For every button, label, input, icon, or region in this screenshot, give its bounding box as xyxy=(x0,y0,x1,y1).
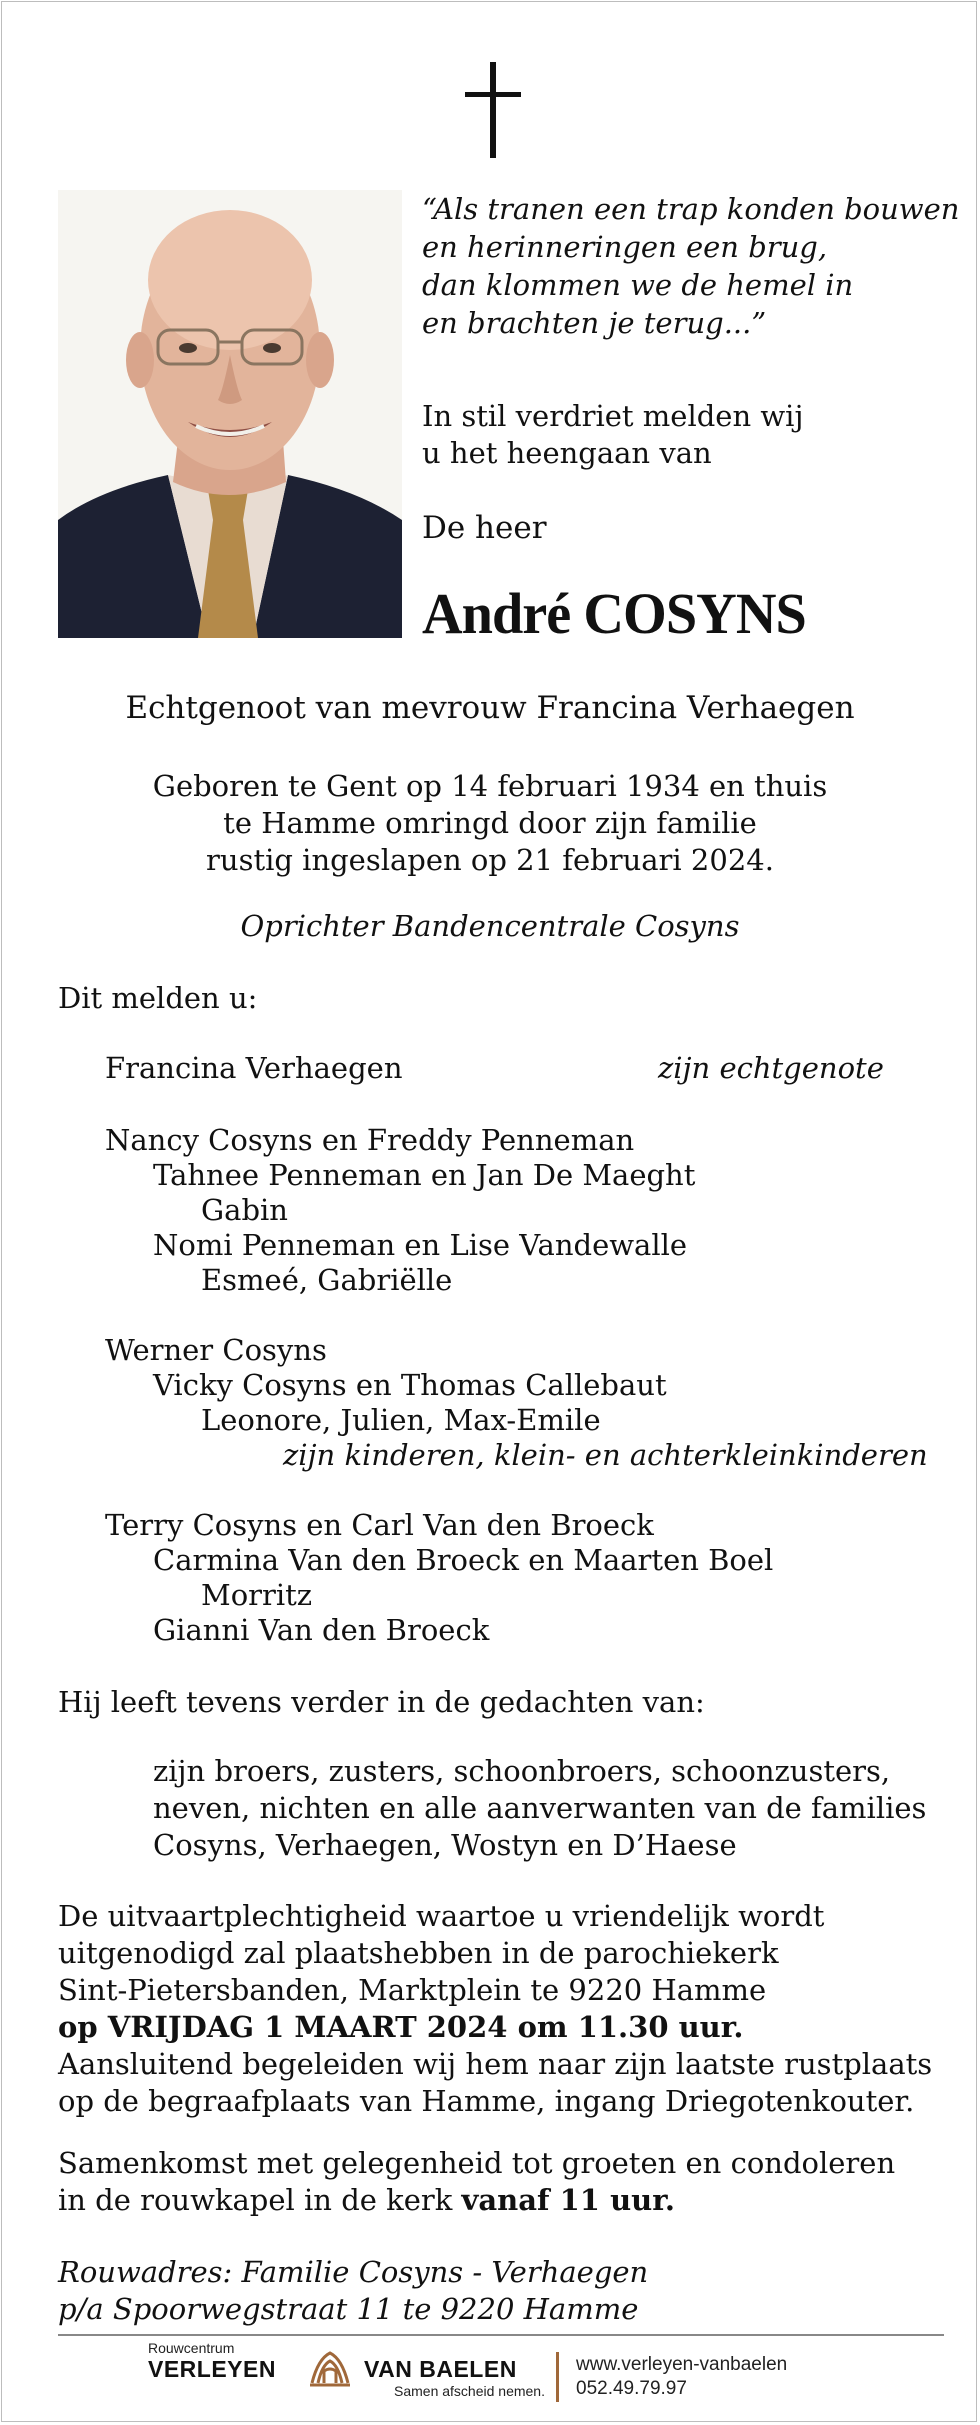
founder-note: Oprichter Bandencentrale Cosyns xyxy=(240,909,740,943)
family-spouse-name: Francina Verhaegen xyxy=(105,1051,403,1085)
footer-brand-right: VAN BAELEN xyxy=(364,2356,517,2382)
address-line: Rouwadres: Familie Cosyns - Verhaegen xyxy=(58,2255,649,2289)
cross-icon xyxy=(465,62,521,158)
family-member: Esmeé, Gabriëlle xyxy=(201,1263,453,1297)
funeral-line: De uitvaartplechtigheid waartoe u vriendelijk wordt xyxy=(58,1899,825,1933)
memory-line: neven, nichten en alle aanverwanten van de families xyxy=(153,1791,927,1825)
spouse-line: Echtgenoot van mevrouw Francina Verhaegen xyxy=(125,690,855,726)
family-member: Nancy Cosyns en Freddy Penneman xyxy=(105,1123,635,1157)
funeral-line: Aansluitend begeleiden wij hem naar zijn laatste rustplaats xyxy=(58,2047,933,2081)
memory-heading: Hij leeft tevens verder in de gedachten van: xyxy=(58,1685,705,1719)
footer-tagline: Samen afscheid nemen. xyxy=(394,2383,545,2399)
family-member: Gianni Van den Broeck xyxy=(153,1613,490,1647)
family-member: Terry Cosyns en Carl Van den Broeck xyxy=(105,1508,654,1542)
intro-text xyxy=(422,398,803,472)
family-member: Tahnee Penneman en Jan De Maeght xyxy=(153,1158,696,1192)
gathering-time: vanaf 11 uur. xyxy=(461,2183,675,2217)
gathering-line: Samenkomst met gelegenheid tot groeten en condoleren xyxy=(58,2146,896,2180)
birth-line: rustig ingeslapen op 21 februari 2024. xyxy=(206,843,774,877)
funeral-line: op de begraafplaats van Hamme, ingang Driegotenkouter. xyxy=(58,2084,915,2118)
quote-line: “Als tranen een trap konden bouwen xyxy=(422,192,960,226)
quote-line: dan klommen we de hemel in xyxy=(422,268,854,302)
family-member: Morritz xyxy=(201,1578,313,1612)
announce-heading: Dit melden u: xyxy=(58,981,258,1015)
funeral-date-time: op VRIJDAG 1 MAART 2024 om 11.30 uur. xyxy=(58,2010,744,2044)
intro-line: u het heengaan van xyxy=(422,436,712,470)
footer-brand-left: VERLEYEN xyxy=(148,2356,276,2382)
quote-line: en brachten je terug...” xyxy=(422,306,767,340)
family-member: Werner Cosyns xyxy=(105,1333,327,1367)
family-spouse-role: zijn echtgenote xyxy=(658,1051,884,1085)
salutation: De heer xyxy=(422,510,547,546)
address-line: p/a Spoorwegstraat 11 te 9220 Hamme xyxy=(58,2292,639,2326)
birth-line: Geboren te Gent op 14 februari 1934 en thuis xyxy=(152,769,828,803)
quote-line: en herinneringen een brug, xyxy=(422,230,828,264)
gathering-prefix: in de rouwkapel in de kerk xyxy=(58,2183,462,2217)
funeral-home-logo-icon xyxy=(306,2345,354,2393)
deceased-name: André COSYNS xyxy=(422,581,806,646)
intro-line: In stil verdriet melden wij xyxy=(422,399,804,433)
family-member: Leonore, Julien, Max-Emile xyxy=(201,1403,601,1437)
footer-divider xyxy=(58,2334,944,2336)
gathering-text xyxy=(58,2145,895,2219)
footer-phone[interactable]: 052.49.79.97 xyxy=(576,2378,687,2399)
birth-line: te Hamme omringd door zijn familie xyxy=(223,806,757,840)
family-member: Carmina Van den Broeck en Maarten Boel xyxy=(153,1543,774,1577)
memory-line: zijn broers, zusters, schoonbroers, schoonzusters, xyxy=(153,1754,891,1788)
quote-block xyxy=(422,190,959,342)
portrait-photo xyxy=(58,190,402,638)
family-member: Vicky Cosyns en Thomas Callebaut xyxy=(153,1368,667,1402)
funeral-text xyxy=(58,1898,932,2120)
memory-lines xyxy=(153,1753,926,1864)
children-role: zijn kinderen, klein- en achterkleinkinderen xyxy=(283,1438,928,1472)
funeral-line: uitgenodigd zal plaatshebben in de parochiekerk xyxy=(58,1936,779,1970)
memory-line: Cosyns, Verhaegen, Wostyn en D’Haese xyxy=(153,1828,737,1862)
footer-website[interactable]: www.verleyen-vanbaelen xyxy=(576,2354,788,2375)
address-block xyxy=(58,2254,648,2328)
family-member: Gabin xyxy=(201,1193,288,1227)
footer-separator xyxy=(556,2352,559,2402)
birth-death-text xyxy=(0,768,980,879)
family-member: Nomi Penneman en Lise Vandewalle xyxy=(153,1228,688,1262)
gathering-line xyxy=(58,2182,895,2219)
funeral-line: Sint-Pietersbanden, Marktplein te 9220 Hamme xyxy=(58,1973,767,2007)
footer-small-label: Rouwcentrum xyxy=(148,2340,235,2356)
